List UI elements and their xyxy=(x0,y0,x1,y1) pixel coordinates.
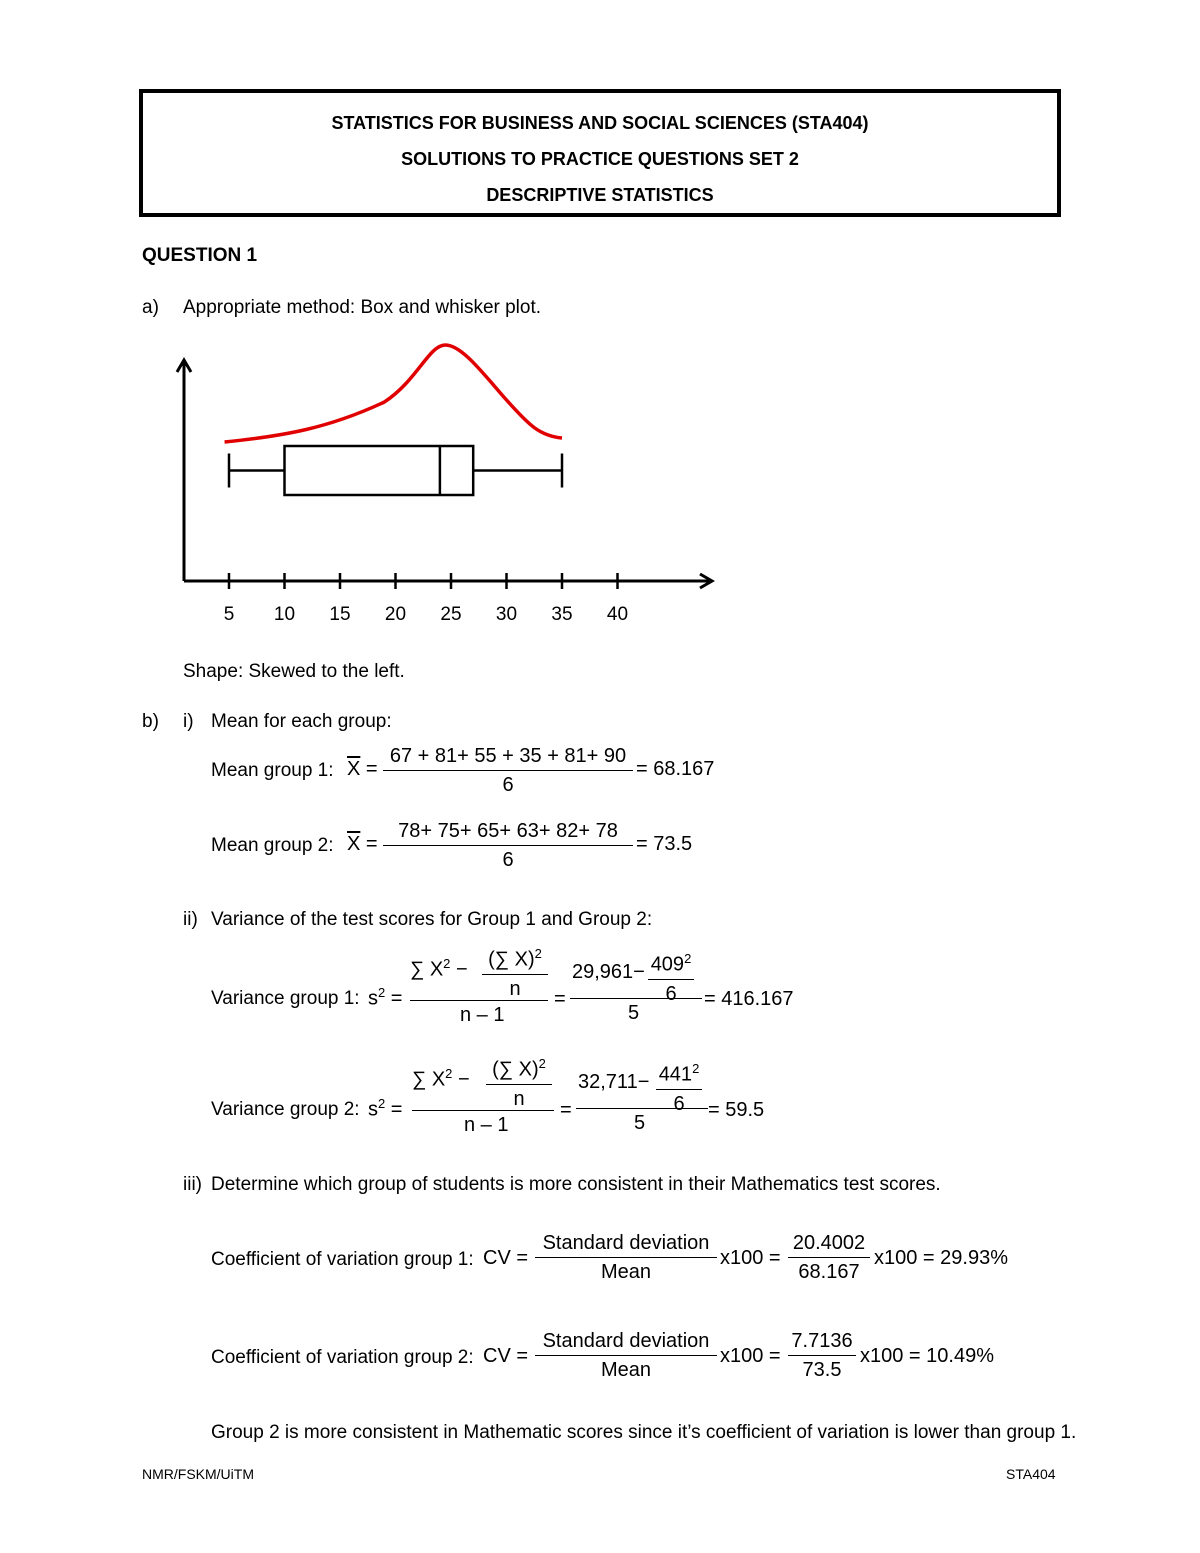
mean2-label: Mean group 2: xyxy=(211,835,334,856)
cv1-result: x100 = 29.93% xyxy=(874,1247,1008,1269)
var1-eq: = xyxy=(554,988,566,1010)
mean1-lhs: $\overline{X}$ = xyxy=(347,758,378,780)
topic-title: DESCRIPTIVE STATISTICS xyxy=(486,185,714,205)
cv2-result: x100 = 10.49% xyxy=(860,1345,994,1367)
cv2-def-fraction: Standard deviation Mean xyxy=(535,1329,717,1382)
plot-area xyxy=(177,345,712,625)
var2-lhs: $s^2$ = xyxy=(368,1096,403,1121)
cv1-def-fraction: Standard deviation Mean xyxy=(535,1231,717,1284)
part-biii-label: iii) xyxy=(183,1174,202,1195)
mean2-fraction xyxy=(383,819,633,872)
part-biii-text: Determine which group of students is more consistent in their Mathematics test scores. xyxy=(211,1174,941,1195)
cv2-x100: x100 = xyxy=(720,1345,781,1367)
footer-right: STA404 xyxy=(1006,1466,1056,1482)
var2-label: Variance group 2: xyxy=(211,1099,360,1120)
mean1-label: Mean group 1: xyxy=(211,760,334,781)
part-a-text: Appropriate method: Box and whisker plot. xyxy=(183,297,542,318)
x-tick-label: 5 xyxy=(223,604,235,625)
course-title: STATISTICS FOR BUSINESS AND SOCIAL SCIENCES (STA404) xyxy=(331,113,869,133)
part-bi-text: Mean for each group: xyxy=(211,711,392,732)
cv1-x100: x100 = xyxy=(720,1247,781,1269)
var2-result: = 59.5 xyxy=(708,1099,765,1121)
x-tick-label: 35 xyxy=(551,604,573,625)
var1-numeric: 29,961− $409^2$ 6 5 xyxy=(570,945,705,1030)
var2-formula: ∑ $X^2$ − (∑ X)$^2$ n n – 1 xyxy=(412,1046,557,1138)
cv2-label: Coefficient of variation group 2: xyxy=(211,1347,474,1368)
x-tick-label: 30 xyxy=(495,604,518,625)
iqr-box xyxy=(285,446,474,495)
part-bi-label: i) xyxy=(183,711,194,732)
cv2-value-fraction: 7.7136 73.5 xyxy=(788,1329,856,1382)
part-b-label: b) xyxy=(142,711,159,732)
mean1-denominator: 6 xyxy=(502,774,514,796)
cv1-lhs: CV = xyxy=(483,1247,529,1269)
x-tick-label: 20 xyxy=(384,604,407,625)
set-title: SOLUTIONS TO PRACTICE QUESTIONS SET 2 xyxy=(401,149,799,169)
var1-result: = 416.167 xyxy=(704,988,794,1010)
mean2-result: = 73.5 xyxy=(636,833,693,855)
var2-eq: = xyxy=(560,1099,572,1121)
mean1-result: = 68.167 xyxy=(636,758,715,780)
footer-left: NMR/FSKM/UiTM xyxy=(142,1466,254,1482)
x-tick-label: 15 xyxy=(329,604,351,625)
box-plot xyxy=(0,330,760,640)
cv1-value-fraction: 20.4002 68.167 xyxy=(788,1231,870,1284)
shape-text: Shape: Skewed to the left. xyxy=(183,661,405,682)
density-curve xyxy=(225,345,562,442)
var2-numeric: 32,711− $441^2$ 6 5 xyxy=(576,1055,711,1140)
mean1-numerator: 67 + 81+ 55 + 35 + 81+ 90 xyxy=(389,745,627,767)
mean1-fraction xyxy=(383,744,633,797)
x-tick-label: 10 xyxy=(273,604,296,625)
mean2-numerator: 78+ 75+ 65+ 63+ 82+ 78 xyxy=(398,820,618,842)
title-box xyxy=(139,89,1061,217)
var1-lhs: $s^2$ = xyxy=(368,985,403,1010)
var1-formula: ∑ $X^2$ − (∑ X)$^2$ n n – 1 xyxy=(410,938,550,1028)
conclusion-text: Group 2 is more consistent in Mathematic scores since it’s coefficient of variation is lower than group 1. xyxy=(211,1422,1077,1443)
cv1-label: Coefficient of variation group 1: xyxy=(211,1249,474,1270)
part-bii-text: Variance of the test scores for Group 1 and Group 2: xyxy=(211,909,653,930)
x-tick-label: 40 xyxy=(606,604,629,625)
cv2-lhs: CV = xyxy=(483,1345,529,1367)
x-tick-label: 25 xyxy=(440,604,462,625)
var1-label: Variance group 1: xyxy=(211,988,360,1009)
question-heading: QUESTION 1 xyxy=(142,245,258,266)
mean2-denominator: 6 xyxy=(502,849,514,871)
mean2-lhs: $\overline{X}$ = xyxy=(347,833,378,855)
part-a-label: a) xyxy=(142,297,159,318)
part-bii-label: ii) xyxy=(183,909,198,930)
